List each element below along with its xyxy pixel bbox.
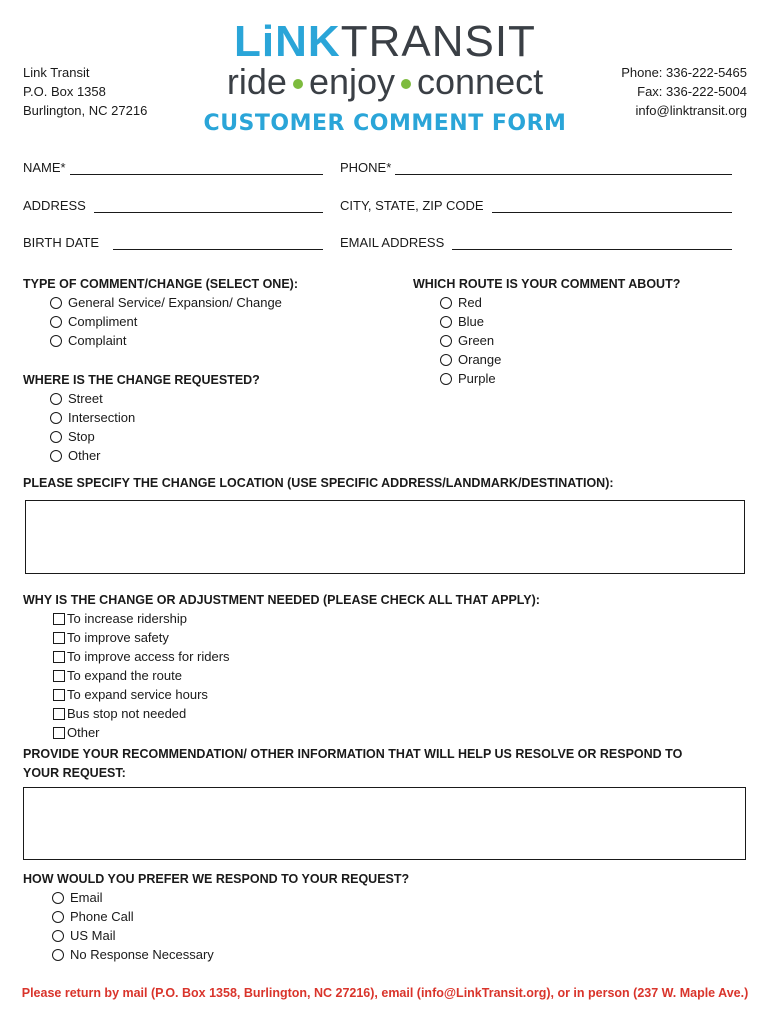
radio-icon[interactable] [50,297,62,309]
recommend-heading: PROVIDE YOUR RECOMMENDATION/ OTHER INFORMATION THAT WILL HELP US RESOLVE OR RESPOND TO YOUR REQUEST: [23,747,683,780]
route-heading: WHICH ROUTE IS YOUR COMMENT ABOUT? [413,277,681,291]
city-field[interactable] [340,198,732,213]
org-city: Burlington, NC 27216 [23,103,148,118]
where-option[interactable]: Stop [50,427,135,446]
checkbox-icon[interactable] [53,727,65,739]
comment-type-option[interactable]: Complaint [50,331,282,350]
address-field[interactable] [23,198,323,213]
radio-icon[interactable] [52,911,64,923]
radio-icon[interactable] [440,316,452,328]
tagline-connect: connect [417,61,544,102]
checkbox-icon[interactable] [53,689,65,701]
email-label: EMAIL ADDRESS [340,235,445,250]
route-option[interactable]: Red [440,293,501,312]
location-heading: PLEASE SPECIFY THE CHANGE LOCATION (USE SPECIFIC ADDRESS/LANDMARK/DESTINATION): [23,476,614,490]
contact-fax: Fax: 336-222-5004 [637,84,747,99]
radio-icon[interactable] [440,297,452,309]
why-option[interactable]: Bus stop not needed [53,704,230,723]
where-option[interactable]: Street [50,389,135,408]
checkbox-icon[interactable] [53,670,65,682]
respond-option[interactable]: US Mail [52,926,214,945]
respond-option[interactable]: No Response Necessary [52,945,214,964]
dot-icon [401,79,411,89]
where-options [50,389,135,465]
where-option[interactable]: Other [50,446,135,465]
radio-icon[interactable] [52,892,64,904]
radio-icon[interactable] [50,316,62,328]
phone-label: PHONE* [340,160,392,175]
recommend-textarea[interactable] [23,787,746,860]
radio-icon[interactable] [50,431,62,443]
why-option[interactable]: Other [53,723,230,742]
tagline-enjoy: enjoy [308,61,395,102]
radio-icon[interactable] [52,930,64,942]
why-heading: WHY IS THE CHANGE OR ADJUSTMENT NEEDED (PLEASE CHECK ALL THAT APPLY): [23,593,540,607]
comment-type-options [50,293,282,350]
why-option[interactable]: To improve safety [53,628,230,647]
name-label: NAME* [23,160,66,175]
checkbox-icon[interactable] [53,651,65,663]
respond-heading: HOW WOULD YOU PREFER WE RESPOND TO YOUR REQUEST? [23,872,410,886]
radio-icon[interactable] [52,949,64,961]
checkbox-icon[interactable] [53,613,65,625]
route-option[interactable]: Orange [440,350,501,369]
radio-icon[interactable] [50,335,62,347]
city-label: CITY, STATE, ZIP CODE [340,198,484,213]
why-options [53,609,230,742]
radio-icon[interactable] [50,412,62,424]
logo-transit: TRANSIT [340,17,536,66]
radio-icon[interactable] [50,450,62,462]
address-label: ADDRESS [23,198,86,213]
checkbox-icon[interactable] [53,708,65,720]
org-box: P.O. Box 1358 [23,84,106,99]
phone-field[interactable] [340,160,732,175]
email-field[interactable] [340,235,732,250]
birthdate-label: BIRTH DATE [23,235,100,250]
respond-options [52,888,214,964]
why-option[interactable]: To expand service hours [53,685,230,704]
comment-type-option[interactable]: Compliment [50,312,282,331]
org-name: Link Transit [23,65,90,80]
tagline-ride: ride [226,61,287,102]
location-textarea[interactable] [25,500,745,574]
contact-phone: Phone: 336-222-5465 [621,65,747,80]
logo-link: LiNK [234,17,341,66]
route-options [440,293,501,388]
dot-icon [293,79,303,89]
route-option[interactable]: Purple [440,369,501,388]
name-field[interactable] [23,160,323,175]
why-option[interactable]: To expand the route [53,666,230,685]
route-option[interactable]: Green [440,331,501,350]
comment-type-heading: TYPE OF COMMENT/CHANGE (SELECT ONE): [23,277,298,291]
radio-icon[interactable] [50,393,62,405]
contact-email: info@linktransit.org [635,103,747,118]
birthdate-field[interactable] [23,235,323,250]
where-heading: WHERE IS THE CHANGE REQUESTED? [23,373,260,387]
radio-icon[interactable] [440,373,452,385]
why-option[interactable]: To improve access for riders [53,647,230,666]
route-option[interactable]: Blue [440,312,501,331]
why-option[interactable]: To increase ridership [53,609,230,628]
comment-type-option[interactable]: General Service/ Expansion/ Change [50,293,282,312]
checkbox-icon[interactable] [53,632,65,644]
footer-note: Please return by mail (P.O. Box 1358, Burlington, NC 27216), email (info@LinkTransit.org), or in person (237 W. Maple Ave.) [21,986,749,1000]
radio-icon[interactable] [440,335,452,347]
respond-option[interactable]: Email [52,888,214,907]
where-option[interactable]: Intersection [50,408,135,427]
form-title: CUSTOMER COMMENT FORM [203,111,567,136]
radio-icon[interactable] [440,354,452,366]
respond-option[interactable]: Phone Call [52,907,214,926]
